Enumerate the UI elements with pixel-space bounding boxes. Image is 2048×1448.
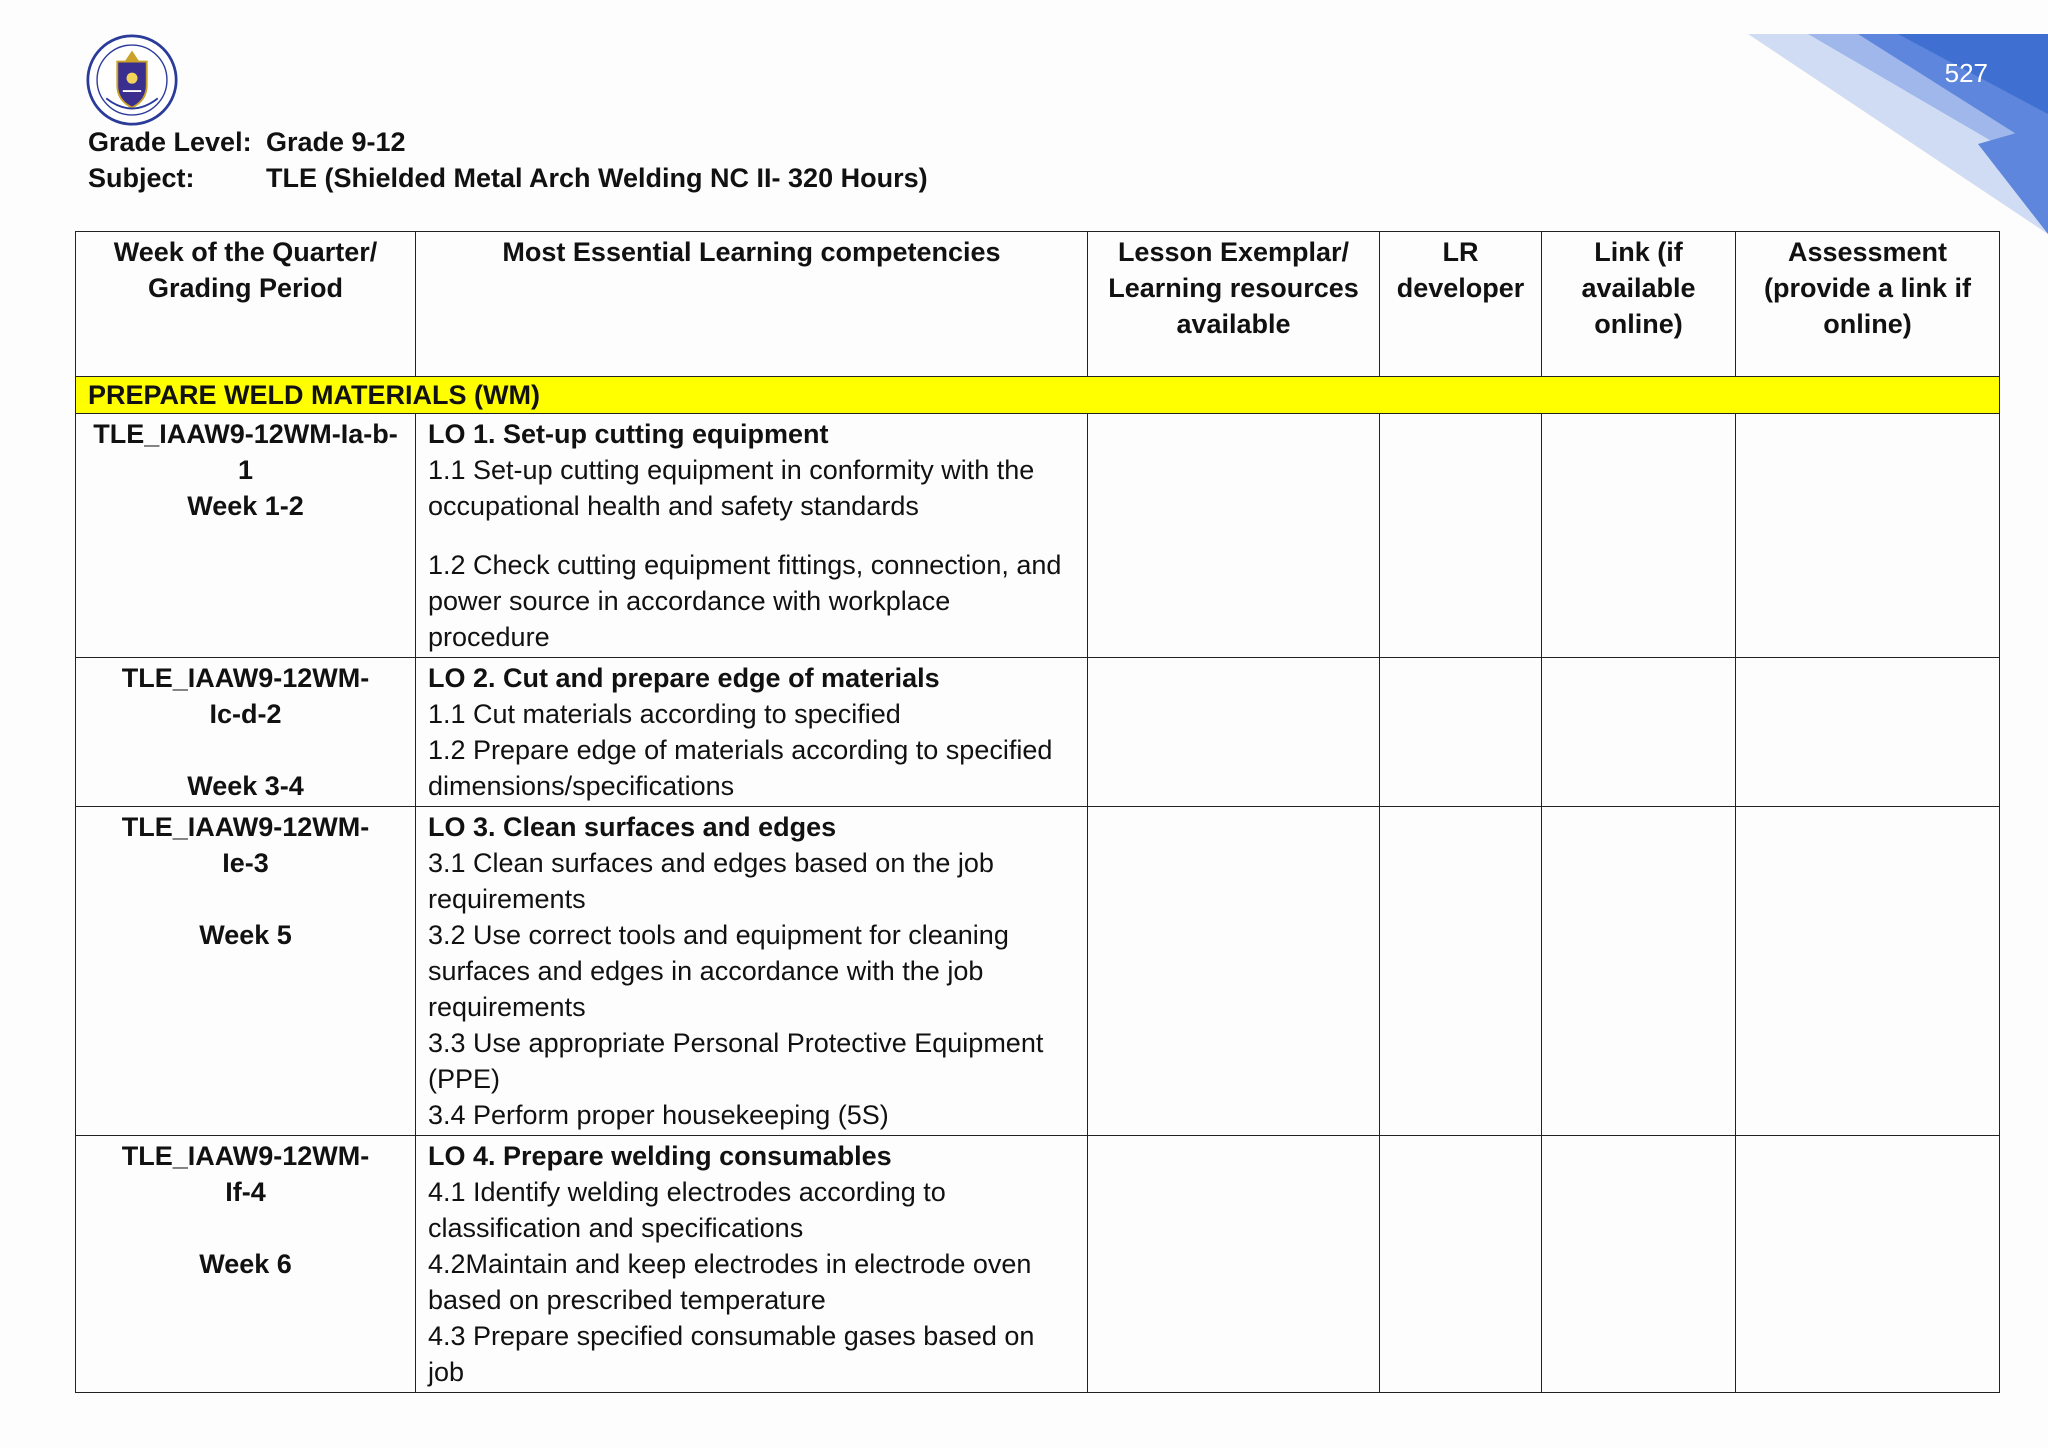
section-title: PREPARE WELD MATERIALS (WM) xyxy=(76,377,2000,414)
lo-item: 1.2 Prepare edge of materials according to specified dimensions/specifications xyxy=(428,735,1053,801)
lo-title: LO 4. Prepare welding consumables xyxy=(428,1141,892,1171)
link-cell xyxy=(1542,807,1736,1136)
lo-title: LO 3. Clean surfaces and edges xyxy=(428,812,837,842)
link-cell xyxy=(1542,414,1736,658)
lr-developer-cell xyxy=(1380,414,1542,658)
lo-item: 1.1 Cut materials according to specified xyxy=(428,699,901,729)
assessment-cell xyxy=(1736,414,2000,658)
corner-decoration-icon xyxy=(1748,34,2048,234)
competency-code: TLE_IAAW9-12WM-Ia-b- xyxy=(93,419,398,449)
competency-table xyxy=(75,231,2000,1393)
assessment-cell xyxy=(1736,658,2000,807)
lr-developer-cell xyxy=(1380,658,1542,807)
competency-code-suffix: Ic-d-2 xyxy=(209,699,282,729)
lo-item: 1.2 Check cutting equipment fittings, connection, and power source in accordance with workplace procedure xyxy=(428,550,1062,652)
competency-code: TLE_IAAW9-12WM- xyxy=(121,812,370,842)
competency-cell xyxy=(416,658,1088,807)
week-cell xyxy=(76,414,416,658)
header-competencies: Most Essential Learning competencies xyxy=(416,232,1088,377)
lr-developer-cell xyxy=(1380,1136,1542,1393)
week-label: Week 3-4 xyxy=(187,771,304,801)
lo-title: LO 1. Set-up cutting equipment xyxy=(428,419,829,449)
lo-item: 3.4 Perform proper housekeeping (5S) xyxy=(428,1100,889,1130)
table-row xyxy=(76,1136,2000,1393)
lesson-exemplar-cell xyxy=(1088,658,1380,807)
table-row xyxy=(76,658,2000,807)
week-cell xyxy=(76,658,416,807)
lr-developer-cell xyxy=(1380,807,1542,1136)
lo-item: 1.1 Set-up cutting equipment in conformity with the occupational health and safety standards xyxy=(428,455,1035,521)
competency-code-suffix: 1 xyxy=(237,455,254,485)
link-cell xyxy=(1542,658,1736,807)
competency-cell xyxy=(416,1136,1088,1393)
page-number: 527 xyxy=(1944,58,1988,88)
lo-title: LO 2. Cut and prepare edge of materials xyxy=(428,663,940,693)
lesson-exemplar-cell xyxy=(1088,807,1380,1136)
header-assessment: Assessment (provide a link if online) xyxy=(1736,232,2000,377)
lo-item: 3.2 Use correct tools and equipment for cleaning surfaces and edges in accordance with the job requirements xyxy=(428,920,1009,1022)
deped-seal-icon xyxy=(86,34,178,126)
grade-level-row xyxy=(88,124,928,160)
week-cell xyxy=(76,1136,416,1393)
week-label: Week 5 xyxy=(199,920,292,950)
subject-label: Subject: xyxy=(88,163,195,193)
week-label: Week 1-2 xyxy=(187,491,304,521)
document-meta xyxy=(88,124,928,196)
section-row xyxy=(76,377,2000,414)
competency-code-suffix: Ie-3 xyxy=(222,848,269,878)
assessment-cell xyxy=(1736,1136,2000,1393)
week-label: Week 6 xyxy=(199,1249,292,1279)
competency-code: TLE_IAAW9-12WM- xyxy=(121,1141,370,1171)
lo-item: 3.1 Clean surfaces and edges based on the job requirements xyxy=(428,848,994,914)
table-row xyxy=(76,414,2000,658)
header-lesson-exemplar: Lesson Exemplar/ Learning resources available xyxy=(1088,232,1380,377)
lesson-exemplar-cell xyxy=(1088,414,1380,658)
header-week: Week of the Quarter/ Grading Period xyxy=(76,232,416,377)
competency-code-suffix: If-4 xyxy=(225,1177,266,1207)
grade-level-value: Grade 9-12 xyxy=(266,127,406,157)
lo-item: 4.2Maintain and keep electrodes in electrode oven based on prescribed temperature xyxy=(428,1249,1032,1315)
lo-item: 4.1 Identify welding electrodes according to classification and specifications xyxy=(428,1177,946,1243)
table-row xyxy=(76,807,2000,1136)
subject-value: TLE (Shielded Metal Arch Welding NC II- 320 Hours) xyxy=(266,163,928,193)
assessment-cell xyxy=(1736,807,2000,1136)
header-link: Link (if available online) xyxy=(1542,232,1736,377)
lesson-exemplar-cell xyxy=(1088,1136,1380,1393)
subject-row xyxy=(88,160,928,196)
link-cell xyxy=(1542,1136,1736,1393)
week-cell xyxy=(76,807,416,1136)
grade-level-label: Grade Level: xyxy=(88,127,252,157)
competency-cell xyxy=(416,414,1088,658)
lo-item: 3.3 Use appropriate Personal Protective Equipment (PPE) xyxy=(428,1028,1044,1094)
table-header-row xyxy=(76,232,2000,377)
header-lr-developer: LR developer xyxy=(1380,232,1542,377)
competency-code: TLE_IAAW9-12WM- xyxy=(121,663,370,693)
competency-cell xyxy=(416,807,1088,1136)
lo-item: 4.3 Prepare specified consumable gases based on job xyxy=(428,1321,1035,1387)
